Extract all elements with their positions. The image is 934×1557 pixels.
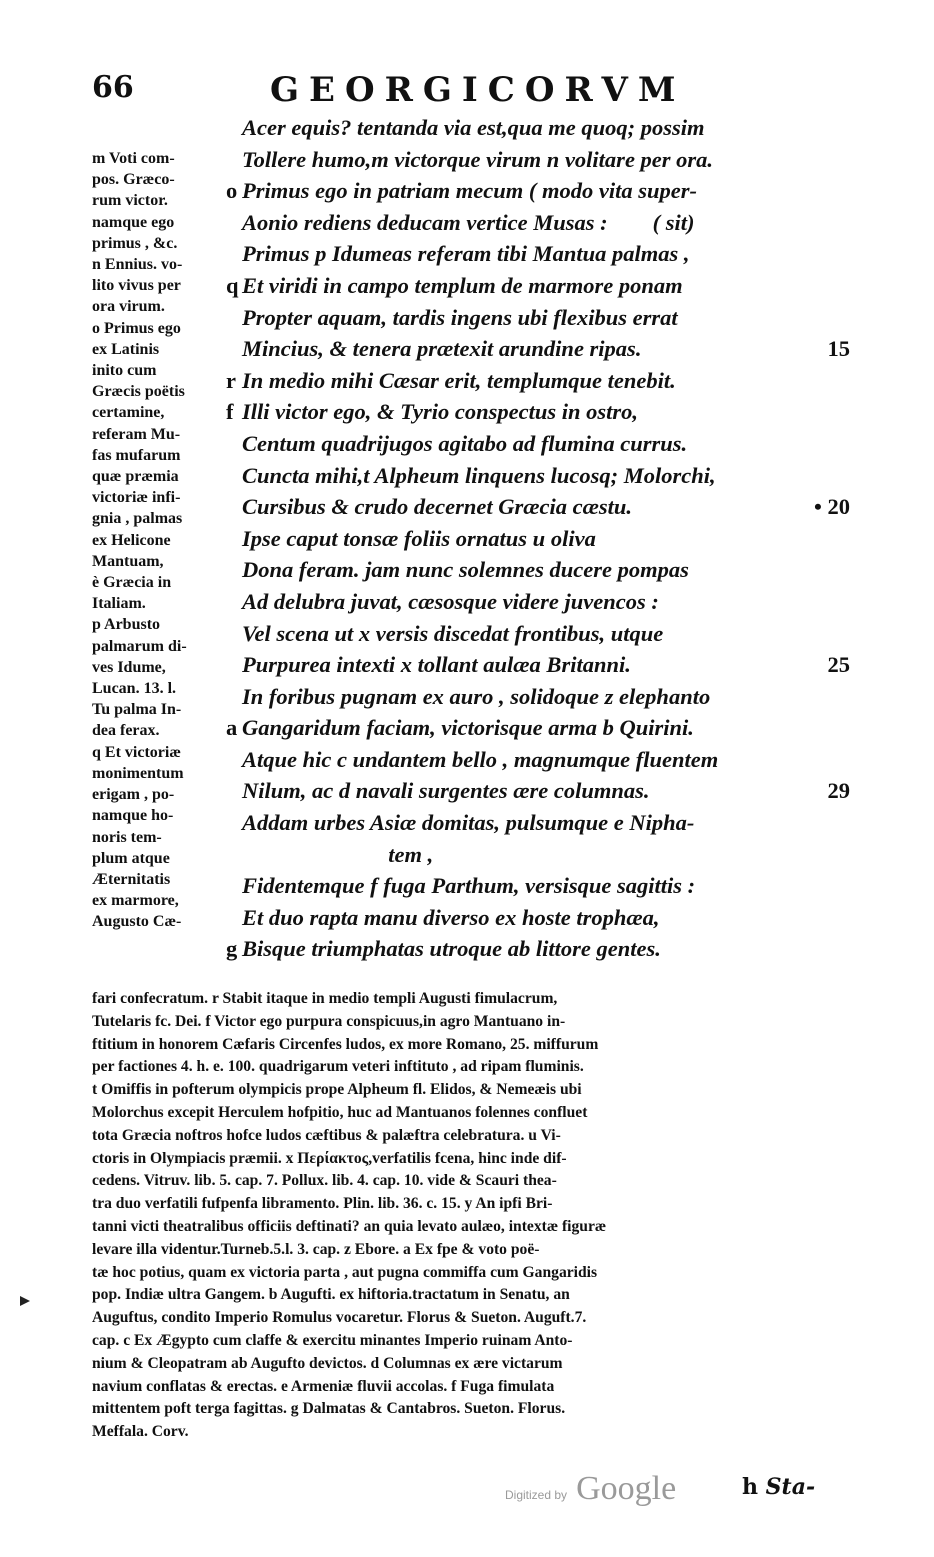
margin-note-line: noris tem-	[92, 828, 162, 846]
footnote-line: pop. Indiæ ultra Gangem. b Augufti. ex hiftoria.tractatum in Senatu, an	[92, 1286, 570, 1304]
verse-text: Centum quadrijugos agitabo ad flumina currus.	[242, 430, 688, 456]
margin-note-line: namque ho-	[92, 807, 174, 825]
footnote-line: tanni victi theatralibus officiis deftinati? an quia levato aulæo, intextæ figuræ	[92, 1217, 607, 1235]
footnote-line: ftitium in honorem Cæfaris Circenfes ludos, ex more Romano, 25. miffurum	[92, 1035, 599, 1053]
verse-line	[230, 744, 850, 776]
verse-line	[230, 649, 850, 681]
verse-column	[226, 112, 850, 965]
margin-note-line: rum victor.	[92, 192, 168, 210]
verse-text: Purpurea intexti x tollant aulæa Britanni.	[242, 652, 631, 678]
verse-line-number: • 20	[813, 494, 850, 520]
verse-line	[230, 460, 850, 492]
margin-note-line: m Voti com-	[92, 150, 175, 167]
margin-note-line: ex marmore,	[92, 892, 179, 910]
verse-text: Addam urbes Asiæ domitas, pulsumque e Nipha-	[242, 810, 695, 836]
verse-note-mark: f	[226, 399, 234, 425]
verse-line	[230, 333, 850, 365]
page-number: 66	[92, 70, 134, 105]
margin-notes	[92, 148, 237, 933]
margin-note-line: gnia , palmas	[92, 510, 183, 528]
verse-text: Cuncta mihi,t Alpheum linquens lucosq; Molorchi,	[242, 462, 716, 488]
margin-note-line: erigam , po-	[92, 786, 175, 804]
catchword-letter: h	[742, 1474, 758, 1500]
verse-text: Primus p Idumeas referam tibi Mantua palmas ,	[242, 241, 690, 267]
margin-note-line: quæ præmia	[92, 468, 179, 486]
watermark	[505, 1470, 676, 1508]
verse-text: Bisque triumphatas utroque ab littore gentes.	[242, 936, 661, 962]
margin-note-line: Italiam.	[92, 595, 146, 613]
verse-line	[226, 365, 850, 397]
verse-text: Gangaridum faciam, victorisque arma b Quirini.	[242, 715, 694, 741]
margin-note-line: ora virum.	[92, 298, 165, 316]
margin-note-line: plum atque	[92, 849, 170, 867]
verse-text: Mincius, & tenera prætexit arundine ripas.	[242, 336, 642, 362]
catchword	[742, 1474, 815, 1500]
verse-line	[230, 144, 850, 176]
margin-note-line: certamine,	[92, 404, 165, 422]
verse-line	[226, 270, 850, 302]
verse-text: Illi victor ego, & Tyrio conspectus in ostro,	[242, 399, 639, 425]
verse-line	[230, 207, 850, 239]
margin-note-line: Æternitatis	[92, 870, 171, 888]
margin-note-line: ex Helicone	[92, 531, 171, 549]
verse-line	[230, 428, 850, 460]
footnote-line: Tutelaris fc. Dei. f Victor ego purpura conspicuus,in agro Mantuano in-	[92, 1012, 566, 1030]
running-head: GEORGICORVM	[270, 70, 686, 110]
catchword-word: Sta-	[765, 1474, 816, 1500]
verse-line	[230, 302, 850, 334]
verse-line	[226, 175, 850, 207]
verse-text: tem ,	[242, 841, 434, 867]
margin-note-line: n Ennius. vo-	[92, 256, 183, 274]
margin-note-line: Græcis poëtis	[92, 383, 185, 401]
verse-line	[230, 238, 850, 270]
footnote-line: navium conflatas & erectas. e Armeniæ fluvii accolas. f Fuga fimulata	[92, 1377, 555, 1395]
verse-line	[230, 491, 850, 523]
margin-note-line: dea ferax.	[92, 722, 160, 740]
footnote-line: Auguftus, condito Imperio Romulus vocaretur. Florus & Sueton. Auguft.7.	[92, 1309, 587, 1327]
verse-text: Et duo rapta manu diverso ex hoste trophæa,	[242, 904, 660, 930]
verse-text: Primus ego in patriam mecum ( modo vita super-	[242, 178, 698, 204]
footnote-line: ctoris in Olympiacis præmii. x Περίακτος,verfatilis fcena, hinc inde dif-	[92, 1149, 567, 1167]
verse-line-number: 15	[827, 336, 850, 362]
verse-line	[230, 618, 850, 650]
margin-note-line: Augusto Cæ-	[92, 913, 182, 931]
verse-text: In medio mihi Cæsar erit, templumque tenebit.	[242, 367, 676, 393]
verse-note-mark: a	[226, 715, 238, 741]
footnote-line: Molorchus excepit Herculem hofpitio, huc ad Mantuanos folennes confluet	[92, 1103, 588, 1121]
margin-note-line: namque ego	[92, 213, 175, 231]
footnote-line: cedens. Vitruv. lib. 5. cap. 7. Pollux. lib. 4. cap. 10. vide & Scauri thea-	[92, 1172, 557, 1190]
footnote-line: tota Græcia noftros hofce ludos cæftibus & palæftra celebratura. u Vi-	[92, 1126, 561, 1144]
margin-note-line: Mantuam,	[92, 552, 164, 570]
footnote-line: mittentem poft terga fagittas. g Dalmatas & Cantabros. Sueton. Florus.	[92, 1400, 566, 1418]
verse-text: Atque hic c undantem bello , magnumque fluentem	[242, 746, 719, 772]
margin-note-line: inito cum	[92, 362, 157, 380]
margin-note-line: q Et victoriæ	[92, 743, 181, 761]
footnote-line: levare illa videntur.Turneb.5.l. 3. cap. z Ebore. a Ex fpe & voto poë-	[92, 1240, 540, 1258]
margin-note-line: palmarum di-	[92, 637, 187, 655]
margin-note-line: ves Idume,	[92, 658, 166, 676]
verse-line	[230, 554, 850, 586]
margin-note-line: referam Mu-	[92, 425, 181, 443]
verse-text: Propter aquam, tardis ingens ubi flexibus errat	[242, 304, 678, 330]
verse-note-mark: o	[226, 178, 238, 204]
margin-note-line: lito vivus per	[92, 277, 181, 295]
verse-text: Nilum, ac d navali surgentes ære columnas.	[242, 778, 650, 804]
verse-line	[230, 586, 850, 618]
footnote-line: tra duo verfatili fufpenfa libramento. Plin. lib. 36. c. 15. y An ipfi Bri-	[92, 1195, 553, 1213]
verse-line	[230, 902, 850, 934]
watermark-brand: Google	[576, 1470, 677, 1507]
verse-line	[230, 870, 850, 902]
margin-note-line: Tu palma In-	[92, 701, 182, 719]
verse-text: Ipse caput tonsæ foliis ornatus u oliva	[242, 525, 596, 551]
verse-text: In foribus pugnam ex auro , solidoque z elephanto	[242, 683, 711, 709]
margin-note-line: monimentum	[92, 764, 184, 782]
verse-text: Acer equis? tentanda via est,qua me quoq; possim	[242, 115, 705, 140]
verse-text: Aonio rediens deducam vertice Musas : ( sit)	[242, 209, 695, 235]
verse-note-mark: g	[226, 936, 238, 962]
footnote-line: t Omiffis in pofterum olympicis prope Alpheum fl. Elidos, & Nemeæis ubi	[92, 1081, 582, 1099]
verse-text: Cursibus & crudo decernet Græcia cæstu.	[242, 494, 633, 520]
margin-note-line: p Arbusto	[92, 616, 161, 634]
verse-line	[226, 396, 850, 428]
margin-note-line: è Græcia in	[92, 574, 172, 592]
verse-line	[230, 775, 850, 807]
verse-text: Tollere humo,m victorque virum n volitare per ora.	[242, 146, 714, 172]
verse-text: Et viridi in campo templum de marmore ponam	[242, 272, 683, 298]
verse-note-mark: q	[226, 272, 239, 298]
verse-note-mark: r	[226, 367, 236, 393]
margin-note-line: ex Latinis	[92, 340, 160, 358]
footnote-line: fari confecratum. r Stabit itaque in medio templi Augusti fimulacrum,	[92, 990, 558, 1007]
footnotes	[92, 988, 840, 1444]
footnote-line: tæ hoc potius, quam ex victoria parta , aut pugna commiffa cum Gangaridis	[92, 1263, 598, 1281]
margin-note-line: fas mufarum	[92, 446, 181, 464]
footnote-line: nium & Cleopatram ab Augufto devictos. d Columnas ex ære victarum	[92, 1354, 563, 1372]
verse-line	[230, 523, 850, 555]
verse-line	[230, 839, 850, 871]
margin-note-line: o Primus ego	[92, 319, 181, 337]
margin-note-line: Lucan. 13. l.	[92, 680, 177, 698]
verse-line	[230, 807, 850, 839]
verse-text: Vel scena ut x versis discedat frontibus, utque	[242, 620, 664, 646]
verse-line	[226, 933, 850, 965]
footnote-line: Meffala. Corv.	[92, 1423, 189, 1441]
watermark-prefix: Digitized by	[505, 1488, 568, 1502]
margin-note-line: victoriæ infi-	[92, 489, 181, 507]
margin-note-line: primus , &c.	[92, 234, 178, 252]
margin-note-line: pos. Græco-	[92, 171, 175, 189]
footnote-line: per factiones 4. h. e. 100. quadrigarum veteri inftituto , ad ripam fluminis.	[92, 1058, 584, 1076]
verse-line-number: 29	[827, 778, 850, 804]
verse-line	[226, 712, 850, 744]
footnote-line: cap. c Ex Ægypto cum claffe & exercitu minantes Imperio ruinam Anto-	[92, 1331, 573, 1349]
verse-text: Fidentemque f fuga Parthum, versisque sagittis :	[242, 873, 696, 899]
margin-arrow-icon	[20, 1296, 30, 1306]
verse-line	[230, 112, 850, 144]
verse-line	[230, 681, 850, 713]
verse-text: Dona feram. jam nunc solemnes ducere pompas	[242, 557, 689, 583]
verse-line-number: 25	[827, 652, 850, 678]
verse-text: Ad delubra juvat, cæsosque videre juvencos :	[242, 588, 659, 614]
